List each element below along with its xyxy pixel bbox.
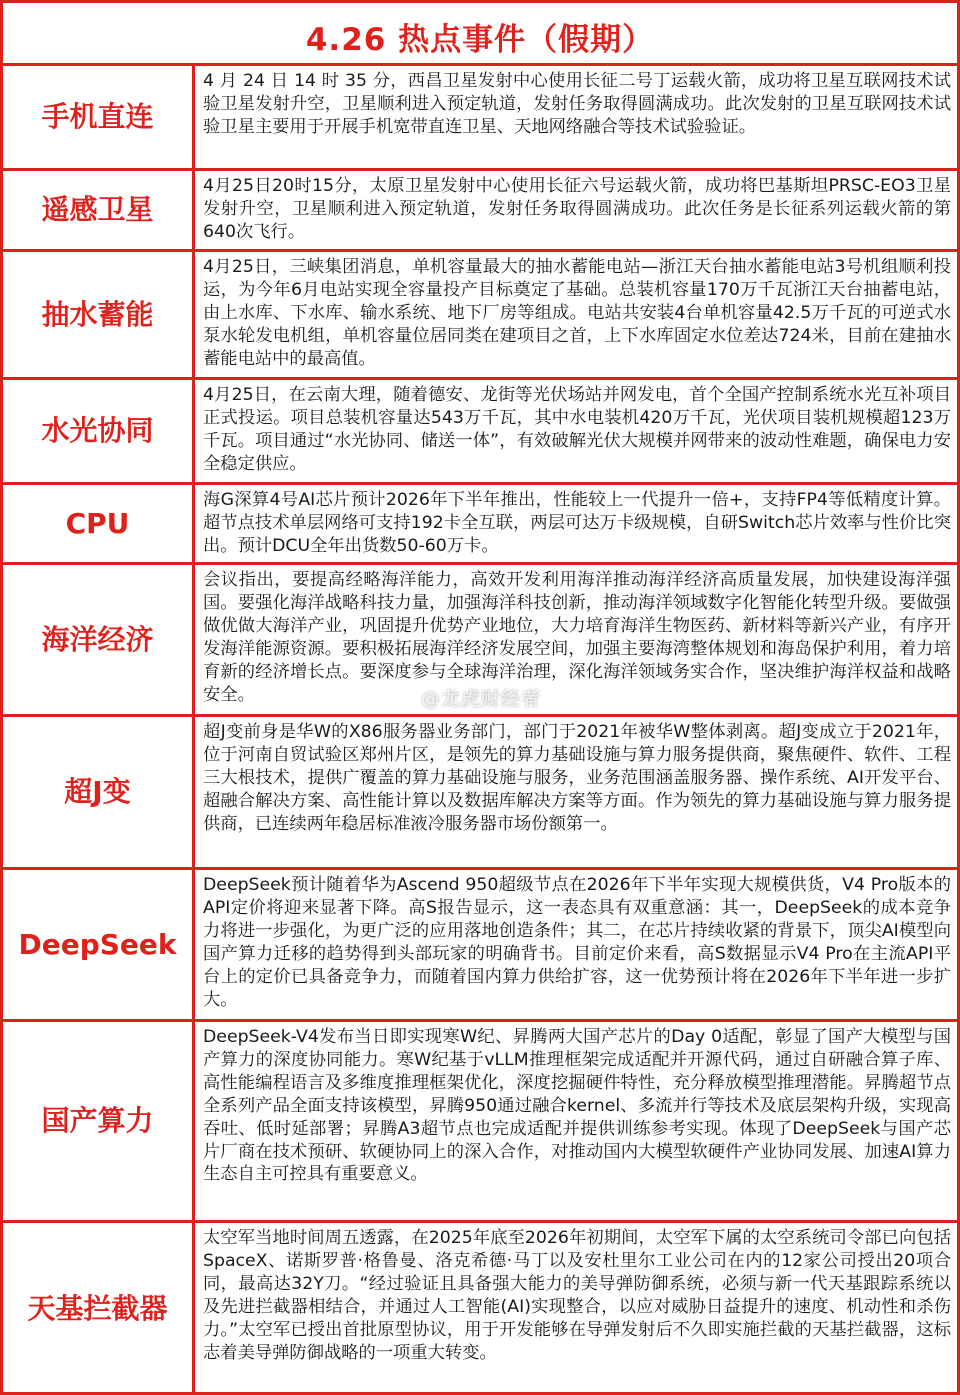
row-content: 4月25日20时15分，太原卫星发射中心使用长征六号运载火箭，成功将巴基斯坦PRSC-EO3卫星发射升空，卫星顺利进入预定轨道，发射任务取得圆满成功。此次任务是长征系列运载火箭的第640次飞行。	[203, 176, 951, 242]
row-content: 超J变前身是华W的X86服务器业务部门，部门于2021年被华W整体剥离。超J变成立于2021年，位于河南自贸试验区郑州片区，是领先的算力基础设施与算力服务提供商，聚焦硬件、软件、工程三大根技术，提供广覆盖的算力基础设施与服务，业务范围涵盖服务器、操作系统、AI开发平台、超融合解决方案、高性能计算以及数据库解决方案等方面。作为领先的算力基础设施与算力服务提供商，已连续两年稳居标准液冷服务器市场份额第一。	[203, 722, 951, 834]
table-row	[3, 252, 957, 377]
table-row	[3, 380, 957, 482]
watermark: @龙虎财经者	[421, 688, 542, 710]
row-label: 遥感卫星	[41, 193, 154, 227]
table-row	[3, 1223, 957, 1395]
table-row	[3, 66, 957, 168]
row-label: 国产算力	[41, 1104, 154, 1138]
row-content: DeepSeek-V4发布当日即实现寒W纪、昇腾两大国产芯片的Day 0适配，彰显了国产大模型与国产算力的深度协同能力。寒W纪基于vLLM推理框架完成适配并开源代码，通过自研融合算子库、高性能编程语言及多维度推理框架优化，深度挖掘硬件特性，充分释放模型推理潜能。昇腾超节点全系列产品全面支持该模型，昇腾950通过融合kernel、多流并行等技术及底层架构升级，实现高吞吐、低时延部署；昇腾A3超节点也完成适配并提供训练参考实现。体现了DeepSeek与国产芯片厂商在技术预研、软硬协同上的深入合作，对推动国内大模型软硬件产业协同发展、加速AI算力生态自主可控具有重要意义。	[203, 1027, 951, 1185]
row-content: 海G深算4号AI芯片预计2026年下半年推出，性能较上一代提升一倍+，支持FP4等低精度计算。超节点技术单层网络可支持192卡全互联，两层可达万卡级规模，自研Switch芯片效率与性价比突出。预计DCU全年出货数50-60万卡。	[203, 490, 951, 556]
row-label: 手机直连	[41, 100, 154, 134]
table-row	[3, 717, 957, 867]
table-row	[3, 485, 957, 562]
row-content: 4 月 24 日 14 时 35 分，西昌卫星发射中心使用长征二号丁运载火箭，成功将卫星互联网技术试验卫星发射升空，卫星顺利进入预定轨道，发射任务取得圆满成功。此次发射的卫星互联网技术试验卫星主要用于开展手机宽带直连卫星、天地网络融合等技术试验验证。	[203, 71, 951, 137]
table-row	[3, 870, 957, 1019]
table-title: 4.26 热点事件（假期）	[305, 22, 655, 58]
table-row	[3, 1022, 957, 1220]
row-content: DeepSeek预计随着华为Ascend 950超级节点在2026年下半年实现大规模供货，V4 Pro版本的API定价将迎来显著下降。高S报告显示，这一表态具有双重意涵：其一，DeepSeek的成本竞争力将进一步强化，为更广泛的应用落地创造条件；其二，在芯片持续收紧的背景下，顶尖AI模型向国产算力迁移的趋势得到头部玩家的明确背书。目前定价来看，高S数据显示V4 Pro在主流API平台上的定价已具备竞争力，而随着国内算力供给扩容，这一优势预计将在2026年下半年进一步扩大。	[203, 875, 951, 1010]
table-row	[3, 565, 957, 714]
row-content: 会议指出，要提高经略海洋能力，高效开发利用海洋推动海洋经济高质量发展，加快建设海洋强国。要强化海洋战略科技力量，加强海洋科技创新，推动海洋领域数字化智能化转型升级。要做强做优做大海洋产业，巩固提升优势产业地位，大力培育海洋生物医药、新材料等新兴产业，有序开发海洋能源资源。要积极拓展海洋经济发展空间，加强主要海湾整体规划和海岛保护利用，着力培育新的经济增长点。要深度参与全球海洋治理，深化海洋领域务实合作，坚决维护海洋权益和战略安全。	[203, 570, 951, 705]
row-content: 太空军当地时间周五透露，在2025年底至2026年初期间，太空军下属的太空系统司令部已向包括SpaceX、诺斯罗普·格鲁曼、洛克希德·马丁以及安杜里尔工业公司在内的12家公司授出20项合同，最高达32Y刀。“经过验证且具备强大能力的美导弹防御系统，必须与新一代天基跟踪系统以及先进拦截器相结合，并通过人工智能(AI)实现整合，以应对威胁日益提升的速度、机动性和杀伤力。”太空军已授出首批原型协议，用于开发能够在导弹发射后不久即实施拦截的天基拦截器，这标志着美导弹防御战略的一项重大转变。	[203, 1228, 951, 1363]
row-label: 海洋经济	[41, 622, 154, 656]
row-label: 超J变	[64, 775, 131, 809]
row-label: 水光协同	[41, 414, 154, 448]
row-content: 4月25日，三峡集团消息，单机容量最大的抽水蓄能电站—浙江天台抽水蓄能电站3号机组顺利投运，为今年6月电站实现全容量投产目标奠定了基础。总装机容量170万千瓦浙江天台抽蓄电站，由上水库、下水库、输水系统、地下厂房等组成。电站共安装4台单机容量42.5万千瓦的可逆式水泵水轮发电机组，单机容量位居同类在建项目之首，上下水库固定水位差达724米，目前在建抽水蓄能电站中的最高值。	[203, 257, 951, 369]
row-label: 抽水蓄能	[41, 297, 154, 331]
table-row	[3, 171, 957, 249]
row-label: CPU	[65, 506, 130, 540]
row-content: 4月25日，在云南大理，随着德安、龙街等光伏场站并网发电，首个全国产控制系统水光互补项目正式投运。项目总装机容量达543万千瓦，其中水电装机420万千瓦，光伏项目装机规模超123万千瓦。项目通过“水光协同、储送一体”，有效破解光伏大规模并网带来的波动性难题，确保电力安全稳定供应。	[203, 385, 951, 474]
row-label: DeepSeek	[18, 927, 177, 961]
row-label: 天基拦截器	[27, 1292, 168, 1326]
